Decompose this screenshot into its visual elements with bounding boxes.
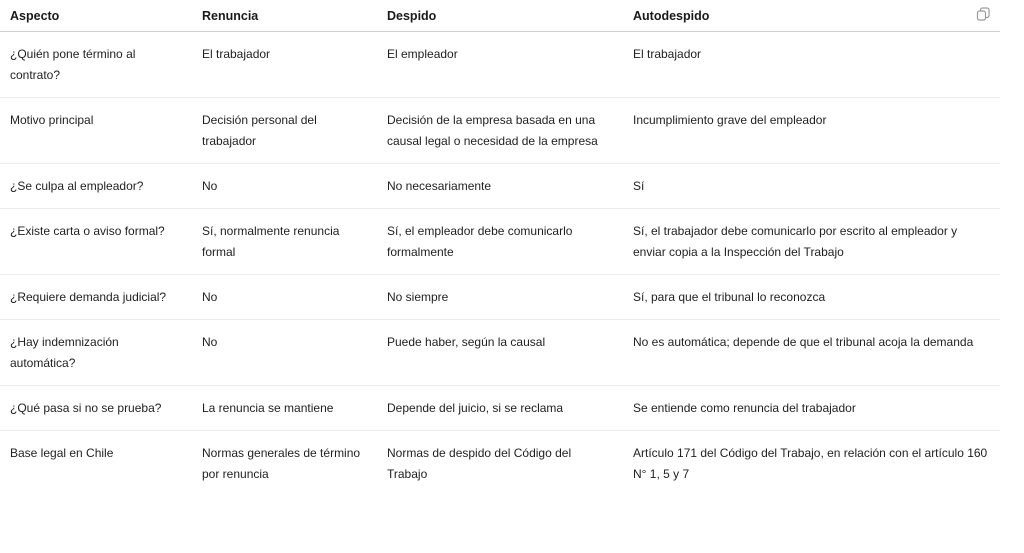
table-cell: Base legal en Chile bbox=[10, 445, 114, 460]
table-cell: El trabajador bbox=[623, 31, 1000, 97]
table-cell: No bbox=[192, 319, 377, 385]
table-cell: Sí, normalmente renuncia formal bbox=[192, 208, 377, 274]
table-cell: Depende del juicio, si se reclama bbox=[377, 385, 623, 430]
table-cell: Se entiende como renuncia del trabajador bbox=[623, 385, 1000, 430]
table-cell: El trabajador bbox=[192, 31, 377, 97]
table-cell: No bbox=[192, 163, 377, 208]
table-cell: Normas generales de término por renuncia bbox=[202, 445, 361, 481]
table-cell: Decisión personal del trabajador bbox=[192, 97, 377, 163]
table-cell: ¿Se culpa al empleador? bbox=[0, 163, 192, 208]
table-cell: Artículo 171 del Código del Trabajo, en relación con el artículo 160 N° 1, 5 y 7 bbox=[633, 445, 988, 481]
header-autodespido: Autodespido bbox=[623, 0, 1000, 31]
table-row bbox=[0, 31, 1000, 97]
table-cell: Normas de despido del Código del Trabajo bbox=[387, 445, 572, 481]
table-cell: El empleador bbox=[377, 31, 623, 97]
table-cell: No siempre bbox=[377, 274, 623, 319]
table-cell: Sí, el empleador debe comunicarlo formalmente bbox=[377, 208, 623, 274]
table-cell: ¿Existe carta o aviso formal? bbox=[0, 208, 192, 274]
table-cell: No bbox=[192, 274, 377, 319]
header-despido: Despido bbox=[377, 0, 623, 31]
table-cell: Sí bbox=[623, 163, 1000, 208]
table-cell: ¿Hay indemnización automática? bbox=[0, 319, 192, 385]
table-cell: Sí, para que el tribunal lo reconozca bbox=[623, 274, 1000, 319]
table-cell: Motivo principal bbox=[0, 97, 192, 163]
table-row bbox=[0, 385, 1000, 430]
table-cell: ¿Quién pone término al contrato? bbox=[0, 31, 192, 97]
header-renuncia: Renuncia bbox=[192, 0, 377, 31]
table-row bbox=[0, 208, 1000, 274]
table-row bbox=[0, 163, 1000, 208]
table-cell: Incumplimiento grave del empleador bbox=[623, 97, 1000, 163]
table-cell: No es automática; depende de que el tribunal acoja la demanda bbox=[623, 319, 1000, 385]
table-cell: ¿Qué pasa si no se prueba? bbox=[0, 385, 192, 430]
table-cell: Puede haber, según la causal bbox=[377, 319, 623, 385]
table-row bbox=[0, 319, 1000, 385]
table-cell: Decisión de la empresa basada en una causal legal o necesidad de la empresa bbox=[377, 97, 623, 163]
table-cell: La renuncia se mantiene bbox=[192, 385, 377, 430]
table-row bbox=[0, 97, 1000, 163]
table-cell: Sí, el trabajador debe comunicarlo por escrito al empleador y enviar copia a la Inspección del Trabajo bbox=[623, 208, 1000, 274]
table-cell: No necesariamente bbox=[377, 163, 623, 208]
table-cell: ¿Requiere demanda judicial? bbox=[0, 274, 192, 319]
header-aspecto: Aspecto bbox=[0, 0, 192, 31]
table-header-row bbox=[0, 0, 1000, 31]
table-row bbox=[0, 274, 1000, 319]
copy-icon[interactable] bbox=[975, 6, 991, 22]
table-row bbox=[0, 430, 1000, 496]
